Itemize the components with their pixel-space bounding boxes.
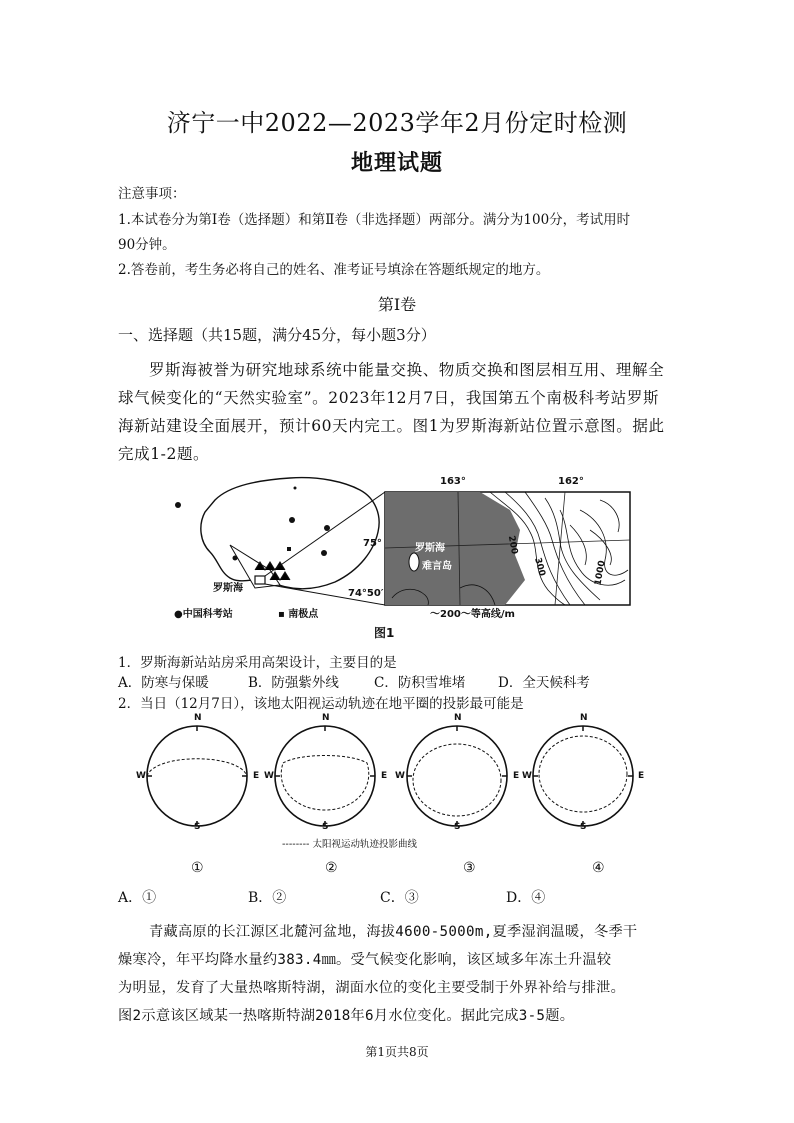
station-marker (289, 517, 295, 523)
question-1-stem: 1．罗斯海新站站房采用高架设计，主要目的是 (118, 655, 397, 671)
question-1-option-d[interactable]: D．全天候科考 (498, 675, 590, 691)
figure-1-caption: 图1 (374, 626, 395, 640)
left-sea-label: 罗斯海 (213, 583, 243, 594)
sun-path-diagram-4 (533, 726, 633, 826)
passage-1-line: 罗斯海被誉为研究地球系统中能量交换、物质交换和图层相互用、理解全 (149, 361, 665, 379)
passage-1-line: 完成1-2题。 (118, 445, 210, 463)
notice-item-1: 1.本试卷分为第Ⅰ卷（选择题）和第Ⅱ卷（非选择题）两部分。满分为100分，考试用时 (118, 212, 631, 228)
volume-heading: 第Ⅰ卷 (377, 295, 417, 314)
dir-w: W (395, 771, 405, 781)
question-1-option-b[interactable]: B．防强紫外线 (248, 675, 339, 691)
inset-sea-label: 罗斯海 (415, 543, 445, 554)
island-label: 难言岛 (422, 561, 452, 572)
lat-label-7450: 74°50′ (348, 588, 384, 599)
lon-label-162: 162° (558, 476, 584, 487)
notice-heading: 注意事项： (118, 186, 186, 202)
page-title: 济宁一中2022—2023学年2月份定时检测 (166, 109, 628, 137)
legend-pole: ▪ 南极点 (278, 609, 319, 620)
legend-contour: 〜200〜等高线/m (430, 609, 515, 620)
question-2-option-c[interactable]: C．③ (380, 890, 419, 906)
contour-label-200: 200 (505, 534, 519, 556)
passage-1 (118, 356, 678, 468)
sun-path-diagram-1 (147, 726, 247, 826)
ross-sea-area (385, 492, 525, 605)
passage-1-line: 球气候变化的“天然实验室”。2023年12月7日，我国第五个南极科考站罗斯 (118, 389, 660, 407)
circle-label-2: ② (325, 860, 338, 876)
dir-s: S (580, 822, 587, 832)
station-marker (175, 502, 181, 508)
dir-w: W (136, 771, 146, 781)
passage-2-line: 青藏高原的长江源区北麓河盆地，海拔4600-5000m,夏季湿润温暖，冬季干 (149, 924, 638, 940)
lat-label-75: 75° (363, 538, 382, 549)
figure-2-legend: -------- 太阳视运动轨迹投影曲线 (282, 839, 417, 850)
dir-n: N (322, 713, 330, 723)
study-area-box (255, 576, 265, 584)
notice-item-2: 2.答卷前，考生务必将自己的姓名、准考证号填涂在答题纸规定的地方。 (118, 262, 550, 278)
south-pole-marker (287, 547, 291, 551)
station-marker (324, 525, 330, 531)
dir-n: N (580, 713, 588, 723)
dir-w: W (264, 771, 274, 781)
dir-n: N (454, 713, 462, 723)
passage-2-line: 为明显，发育了大量热喀斯特湖，湖面水位的变化主要受制于外界补给与排泄。 (118, 980, 626, 996)
sun-path-diagram-2 (275, 726, 375, 826)
contour-label-1000: 1000 (593, 559, 608, 587)
inescapable-island (409, 553, 419, 571)
dir-s: S (322, 822, 329, 832)
circle-label-1: ① (191, 860, 204, 876)
section-heading: 一、选择题（共15题，满分45分，每小题3分） (118, 326, 436, 344)
page-number: 第1页共8页 (365, 1045, 429, 1059)
passage-2-line: 燥寒冷，年平均降水量约383.4㎜。受气候变化影响，该区域多年冻土升温较 (118, 952, 612, 968)
question-2-option-d[interactable]: D．④ (506, 890, 546, 906)
subject-title: 地理试题 (350, 150, 443, 176)
question-2-option-b[interactable]: B．② (248, 890, 287, 906)
circle-label-3: ③ (463, 860, 476, 876)
dir-e: E (513, 771, 520, 781)
contour-label-300: 300 (532, 556, 547, 578)
dir-n: N (194, 713, 202, 723)
dir-e: E (381, 771, 388, 781)
question-2-option-a[interactable]: A．① (118, 890, 157, 906)
dir-e: E (638, 771, 645, 781)
dir-s: S (194, 822, 201, 832)
station-marker (321, 550, 327, 556)
lon-label-163: 163° (440, 476, 466, 487)
passage-1-line: 海新站建设全面展开，预计60天内完工。图1为罗斯海新站位置示意图。据此 (118, 417, 665, 435)
dir-w: W (522, 771, 532, 781)
passage-2 (118, 918, 678, 1030)
dir-s: S (454, 822, 461, 832)
circle-label-4: ④ (592, 860, 605, 876)
sun-path-diagram-3 (407, 726, 507, 826)
question-1-option-c[interactable]: C．防积雪堆堵 (374, 675, 466, 691)
passage-2-line: 图2示意该区域某一热喀斯特湖2018年6月水位变化。据此完成3-5题。 (118, 1008, 575, 1024)
dir-e: E (253, 771, 260, 781)
antarctica-outline (201, 478, 379, 589)
notice-item-1-cont: 90分钟。 (118, 237, 176, 253)
question-2-stem: 2．当日（12月7日），该地太阳视运动轨迹在地平圈的投影最可能是 (118, 696, 524, 712)
legend-station: ●中国科考站 (174, 609, 233, 620)
question-1-option-a[interactable]: A．防寒与保暖 (118, 675, 209, 691)
